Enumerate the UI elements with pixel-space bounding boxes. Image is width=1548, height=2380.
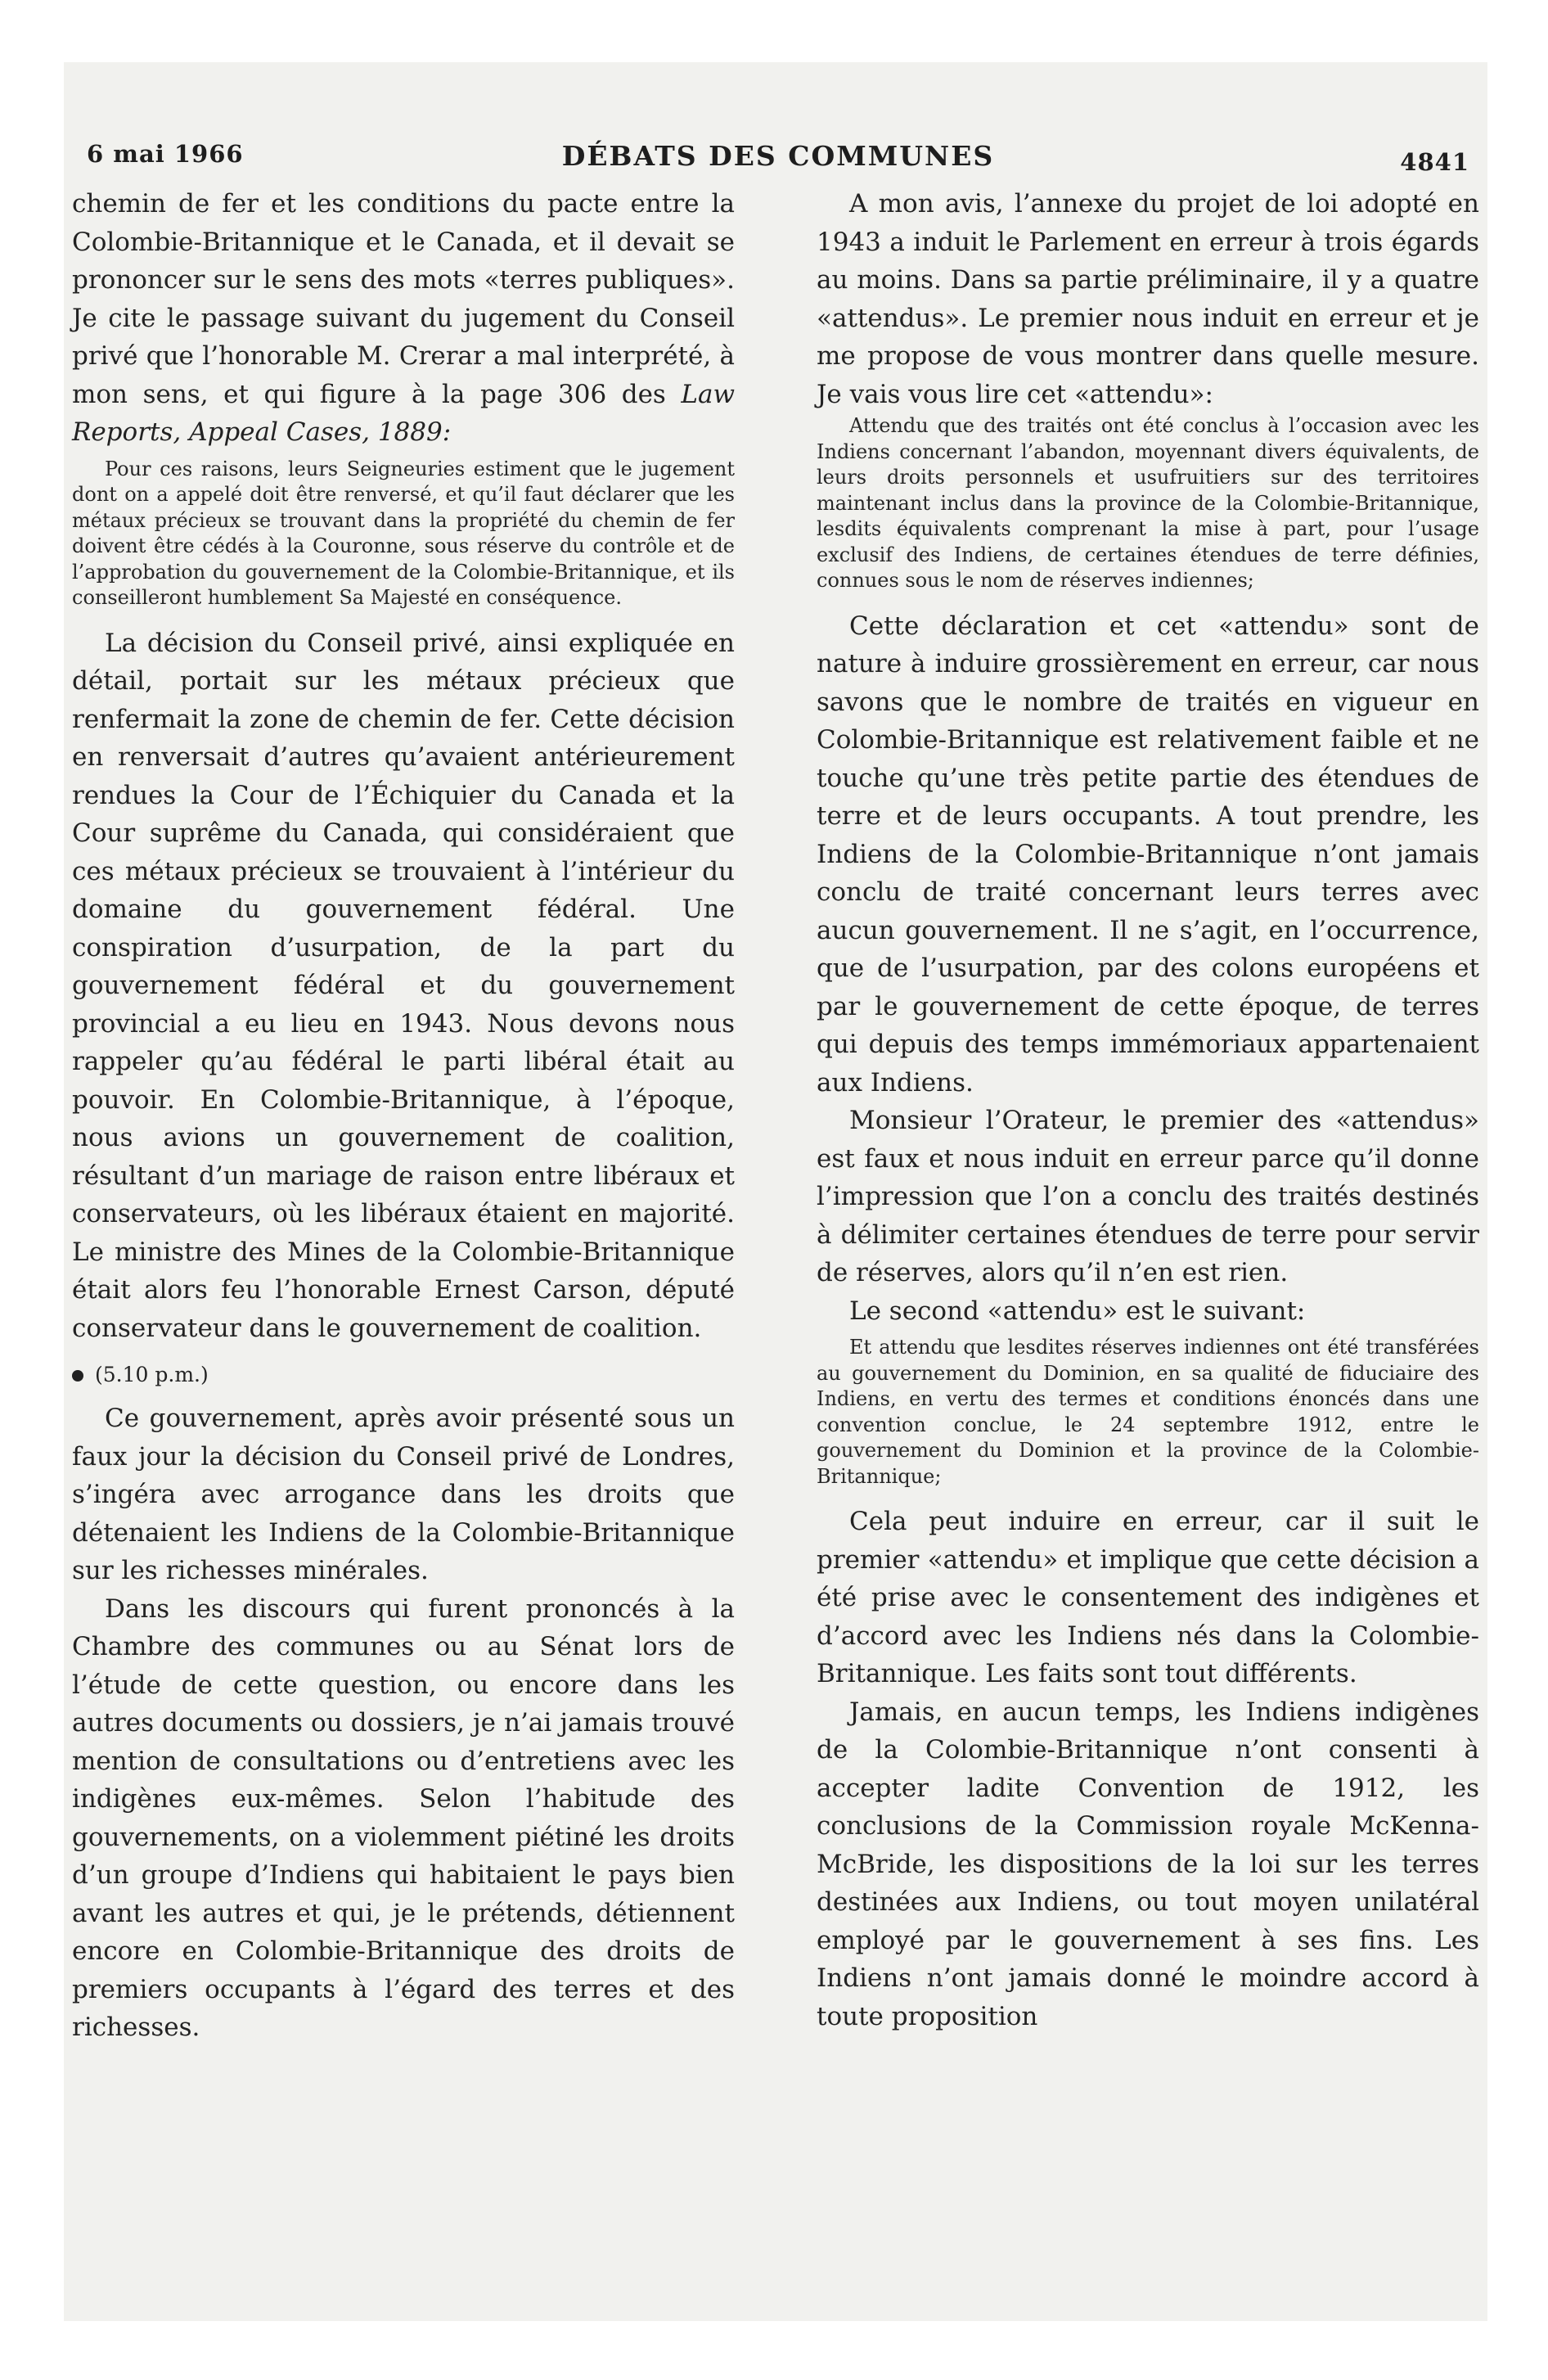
paragraph: Cette déclaration et cet «attendu» sont de nature à induire grossièrement en erreur, car nous savons que le nombre de traités en vigueur en Colombie-Britannique est relativement faible et ne touche qu’une très petite partie des étendues de terre et de leurs occupants. A tout prendre, les Indiens de la Colombie-Britannique n’ont jamais conclu de traité concernant leurs terres avec aucun gouvernement. Il ne s’agit, en l’occurrence, que de l’usurpation, par des colons européens et par le gouvernement de cette époque, de terres qui depuis des temps immémoriaux appartenaient aux Indiens. bbox=[817, 611, 1479, 1098]
left-column bbox=[72, 185, 735, 2047]
timestamp-text: (5.10 p.m.) bbox=[95, 1363, 209, 1386]
block-quote: Et attendu que lesdites réserves indiennes ont été transférées au gouvernement du Dominion, en sa qualité de fiduciaire des Indiens, en vertu des termes et conditions énoncés dans une convention conclue, le 24 septembre 1912, entre le gouvernement du Dominion et la province de la Colombie-Britannique; bbox=[817, 1336, 1479, 1488]
paragraph-text: chemin de fer et les conditions du pacte entre la Colombie-Britannique et le Canada, et il devait se prononcer sur le sens des mots «terres publiques». Je cite le passage suivant du jugement du Conseil privé que l’honorable M. Crerar a mal interprété, à mon sens, et qui figure à la page 306 des bbox=[72, 189, 735, 409]
page-header bbox=[87, 140, 1469, 189]
page-number: 4841 bbox=[1400, 148, 1469, 176]
bullet-icon bbox=[72, 1370, 83, 1382]
publication-title: DÉBATS DES COMMUNES bbox=[561, 140, 995, 172]
paragraph: A mon avis, l’annexe du projet de loi adopté en 1943 a induit le Parlement en erreur à trois égards au moins. Dans sa partie préliminaire, il y a quatre «attendus». Le premier nous induit en erreur et je me propose de vous montrer dans quelle mesure. Je vais vous lire cet «attendu»: bbox=[817, 189, 1479, 409]
paragraph: Dans les discours qui furent prononcés à la Chambre des communes ou au Sénat lors de l’étude de cette question, ou encore dans les autres documents ou dossiers, je n’ai jamais trouvé mention de consultations ou d’entretiens avec les indigènes eux-mêmes. Selon l’habitude des gouvernements, on a violemment piétiné les droits d’un groupe d’Indiens qui habitaient le pays bien avant les autres et qui, je le prétends, détiennent encore en Colombie-Britannique des droits de premiers occupants à l’égard des terres et des richesses. bbox=[72, 1593, 735, 2042]
paragraph: Jamais, en aucun temps, les Indiens indigènes de la Colombie-Britannique n’ont consenti à accepter ladite Convention de 1912, les conclusions de la Commission royale McKenna-McBride, les dispositions de la loi sur les terres destinées aux Indiens, ou tout moyen unilatéral employé par le gouvernement à ses fins. Les Indiens n’ont jamais donné le moindre accord à toute proposition bbox=[817, 1697, 1479, 2031]
citation-italic: Law Reports, Appeal Cases, 1889: bbox=[72, 379, 735, 447]
document-page bbox=[64, 62, 1487, 2321]
block-quote: Pour ces raisons, leurs Seigneuries estiment que le jugement dont on a appelé doit être renversé, et qu’il faut déclarer que les métaux précieux se trouvant dans la propriété du chemin de fer doivent être cédés à la Couronne, sous réserve du contrôle et de l’approbation du gouvernement de la Colombie-Britannique, et ils conseilleront humblement Sa Majesté en conséquence. bbox=[72, 457, 735, 609]
right-column bbox=[817, 185, 1479, 2035]
paragraph: Le second «attendu» est le suivant: bbox=[849, 1296, 1306, 1326]
paragraph: La décision du Conseil privé, ainsi expliquée en détail, portait sur les métaux précieux que renfermait la zone de chemin de fer. Cette décision en renversait d’autres qu’avaient antérieurement rendues la Cour de l’Échiquier du Canada et la Cour suprême du Canada, qui considéraient que ces métaux précieux se trouvaient à l’intérieur du domaine du gouvernement fédéral. Une conspiration d’usurpation, de la part du gouvernement fédéral et du gouvernement provincial a eu lieu en 1943. Nous devons nous rappeler qu’au fédéral le parti libéral était au pouvoir. En Colombie-Britannique, à l’époque, nous avions un gouvernement de coalition, résultant d’un mariage de raison entre libéraux et conservateurs, où les libéraux étaient en majorité. Le ministre des Mines de la Colombie-Britannique était alors feu l’honorable Ernest Carson, député conservateur dans le gouvernement de coalition. bbox=[72, 628, 735, 1343]
block-quote: Attendu que des traités ont été conclus à l’occasion avec les Indiens concernant l’abandon, moyennant divers équivalents, de leurs droits personnels et usufruitiers sur des territoires maintenant inclus dans la province de la Colombie-Britannique, lesdits équivalents comprenant la mise à part, pour l’usage exclusif des Indiens, de certaines étendues de terre définies, connues sous le nom de réserves indiennes; bbox=[817, 414, 1479, 592]
timestamp-marker bbox=[72, 1359, 735, 1391]
paragraph: Cela peut induire en erreur, car il suit le premier «attendu» et implique que cette décision a été prise avec le consentement des indigènes et d’accord avec les Indiens nés dans la Colombie-Britannique. Les faits sont tout différents. bbox=[817, 1507, 1479, 1688]
paragraph: Monsieur l’Orateur, le premier des «attendus» est faux et nous induit en erreur parce qu’il donne l’impression que l’on a conclu des traités destinés à délimiter certaines étendues de terre pour servir de réserves, alors qu’il n’en est rien. bbox=[817, 1106, 1479, 1287]
paragraph: Ce gouvernement, après avoir présenté sous un faux jour la décision du Conseil privé de Londres, s’ingéra avec arrogance dans les droits que détenaient les Indiens de la Colombie-Britannique sur les richesses minérales. bbox=[72, 1404, 735, 1585]
header-date: 6 mai 1966 bbox=[87, 140, 244, 168]
paragraph bbox=[72, 185, 735, 452]
